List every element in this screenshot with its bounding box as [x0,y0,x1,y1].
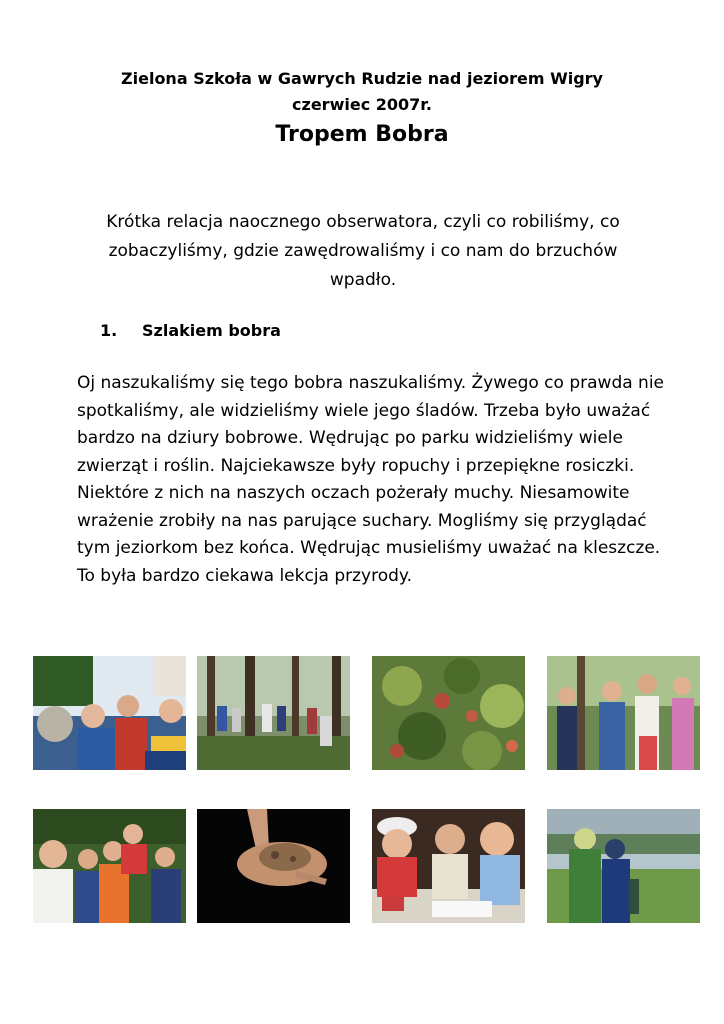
photo-children-listening [33,809,186,923]
photo-group-in-woods [547,656,700,770]
section-heading [100,318,281,344]
school-name-line: Zielona Szkoła w Gawrych Rudzie nad jeziorem Wigry [121,69,603,88]
body-paragraph: Oj naszukaliśmy się tego bobra naszukaliśmy. Żywego co prawda nie spotkaliśmy, ale widzieliśmy wiele jego śladów. Trzeba było uważać bardzo na dziury bobrowe. Wędrując po parku widzieliśmy wiele zwierząt i roślin. Najciekawsze były ropuchy i przepiękne rosiczki. Niektóre z nich na naszych oczach pożerały muchy. Niesamowite wrażenie zrobiły na nas parujące suchary. Mogliśmy się przyglądać tym jeziorkom bez końca. Wędrując musieliśmy uważać na kleszcze. To była bardzo ciekawa lekcja przyrody. [77,373,665,586]
photo-forest-walk [197,656,350,770]
photo-children-group [33,656,186,770]
photo-sundew-plants [372,656,525,770]
document-title: Tropem Bobra [275,122,449,147]
section-title: Szlakiem bobra [142,321,281,340]
photo-toad-in-hand [197,809,350,923]
photo-lake-shore [547,809,700,923]
photo-children-at-table [372,809,525,923]
intro-paragraph: Krótka relacja naocznego obserwatora, czyli co robiliśmy, co zobaczyliśmy, gdzie zawędrowaliśmy i co nam do brzuchów wpadło. [106,212,620,290]
section-number: 1. [100,321,118,340]
document-header [0,66,724,152]
date-line: czerwiec 2007r. [292,95,432,114]
